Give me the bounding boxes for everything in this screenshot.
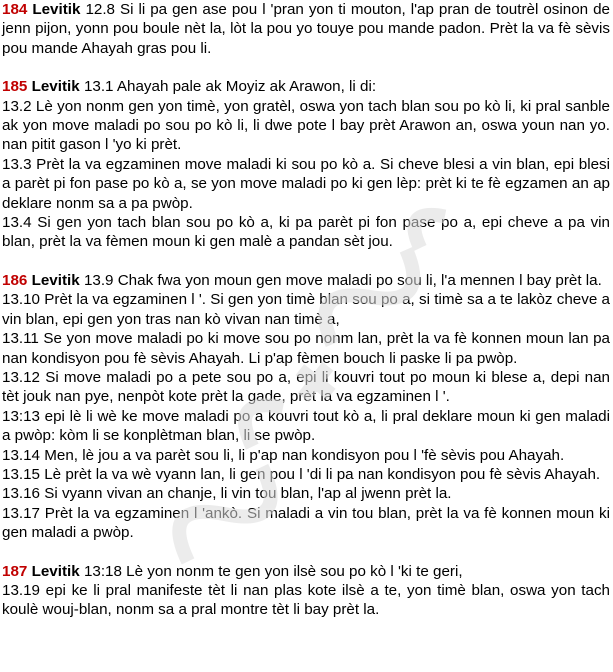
book-name: Levitik <box>31 78 80 96</box>
section-spacer <box>0 252 613 271</box>
section-number: 185 <box>2 78 28 96</box>
section-number: 187 <box>2 562 28 580</box>
verse-text: 13.1 Ahayah pale ak Moyiz ak Arawon, li di: <box>83 78 377 96</box>
verse-text: 13.9 Chak fwa yon moun gen move maladi po sou li, l'a mennen l bay prèt la. <box>83 271 602 289</box>
verse-paragraph: 13.12 Si move maladi po a pete sou po a, epi li kouvri tout po moun ki blese a, depi nan tèt jouk nan pye, nenpòt kote prèt la gade, prèt la va egzaminen l '. <box>2 368 610 406</box>
verse-paragraph: 13.19 epi ke li pral manifeste tèt li nan plas kote ilsè a te, yon timè blan, oswa yon tach koulè wouj-blan, nonm sa a pral montre tèt li bay prèt la. <box>2 581 610 619</box>
section-185 <box>0 77 613 252</box>
verse-paragraph: 13.3 Prèt la va egzaminen move maladi ki sou po kò a. Si cheve blesi a vin blan, epi blesi a parèt pi fon pase po kò a, se yon move maladi po ki gen lèp: prèt ki te fè egzamen an ap deklare nonm sa a pa pwòp. <box>2 155 610 212</box>
section-187 <box>0 562 613 620</box>
verse-paragraph: 13.16 Si vyann vivan an chanje, li vin tou blan, l'ap al jwenn prèt la. <box>2 485 452 503</box>
book-name: Levitik <box>31 271 80 289</box>
verse-paragraph: 13.11 Se yon move maladi po ki move sou po nonm lan, prèt la va fè konnen moun lan pa nan kondisyon pou fè sèvis Ahayah. Li p'ap fèmen bouch li paske li pa pwòp. <box>2 330 610 367</box>
verse-paragraph: 13.15 Lè prèt la va wè vyann lan, li gen pou l 'di li pa nan kondisyon pou fè sèvis Ahayah. <box>2 465 601 483</box>
verse-text: 13:18 Lè yon nonm te gen yon ilsè sou po kò l 'ki te geri, <box>83 562 463 580</box>
verse-paragraph: 13:13 epi lè li wè ke move maladi po a kouvri tout kò a, li pral deklare moun ki gen maladi a pwòp: kòm li se konplètman blan, li se pwòp. <box>2 407 610 445</box>
section-186 <box>0 271 613 543</box>
section-spacer <box>0 543 613 562</box>
section-184-paragraph-1 <box>2 0 610 58</box>
verse-paragraph: 13.17 Prèt la va egzaminen l 'ankò. Si maladi a vin tou blan, prèt la va fè konnen moun ki gen maladi a pwòp. <box>2 504 610 542</box>
section-number: 184 <box>2 1 28 18</box>
section-184 <box>0 0 613 58</box>
section-185-paragraph-1 <box>2 77 610 96</box>
verse-paragraph: 13.10 Prèt la va egzaminen l '. Si gen yon timè blan sou po a, si timè sa a te lakòz cheve a vin blan, epi gen yon tras nan kò vivan nan timè a, <box>2 291 610 328</box>
section-187-paragraph-1 <box>2 562 610 581</box>
book-name: Levitik <box>31 562 80 580</box>
verse-paragraph: 13.14 Men, lè jou a va parèt sou li, li p'ap nan kondisyon pou l 'fè sèvis pou Ahayah. <box>2 446 565 464</box>
section-number: 186 <box>2 271 28 289</box>
verse-text: 12.8 Si li pa gen ase pou l 'pran yon ti mouton, l'ap pran de toutrèl osinon de jenn pijon, yonn pou boule nèt la, lòt la pou yo touye pou mande padon. Prèt la va fè sèvis pou mande Ahayah gras pou li. <box>2 1 610 57</box>
verse-paragraph: 13.2 Lè yon nonm gen yon timè, yon gratèl, oswa yon tach blan sou po kò li, ki pral sanble ak yon move maladi po sou po kò li, li dwe pote l bay prèt Arawon an, oswa youn nan yo. nan pitit gason l 'yo ki prèt. <box>2 97 610 154</box>
verse-paragraph: 13.4 Si gen yon tach blan sou po kò a, ki pa parèt pi fon pase po a, epi cheve a pa vin blan, prèt la va fèmen moun ki gen malè a pandan sèt jou. <box>2 214 610 251</box>
section-spacer <box>0 58 613 77</box>
book-name: Levitik <box>32 1 81 18</box>
section-186-paragraph-1 <box>2 271 610 290</box>
